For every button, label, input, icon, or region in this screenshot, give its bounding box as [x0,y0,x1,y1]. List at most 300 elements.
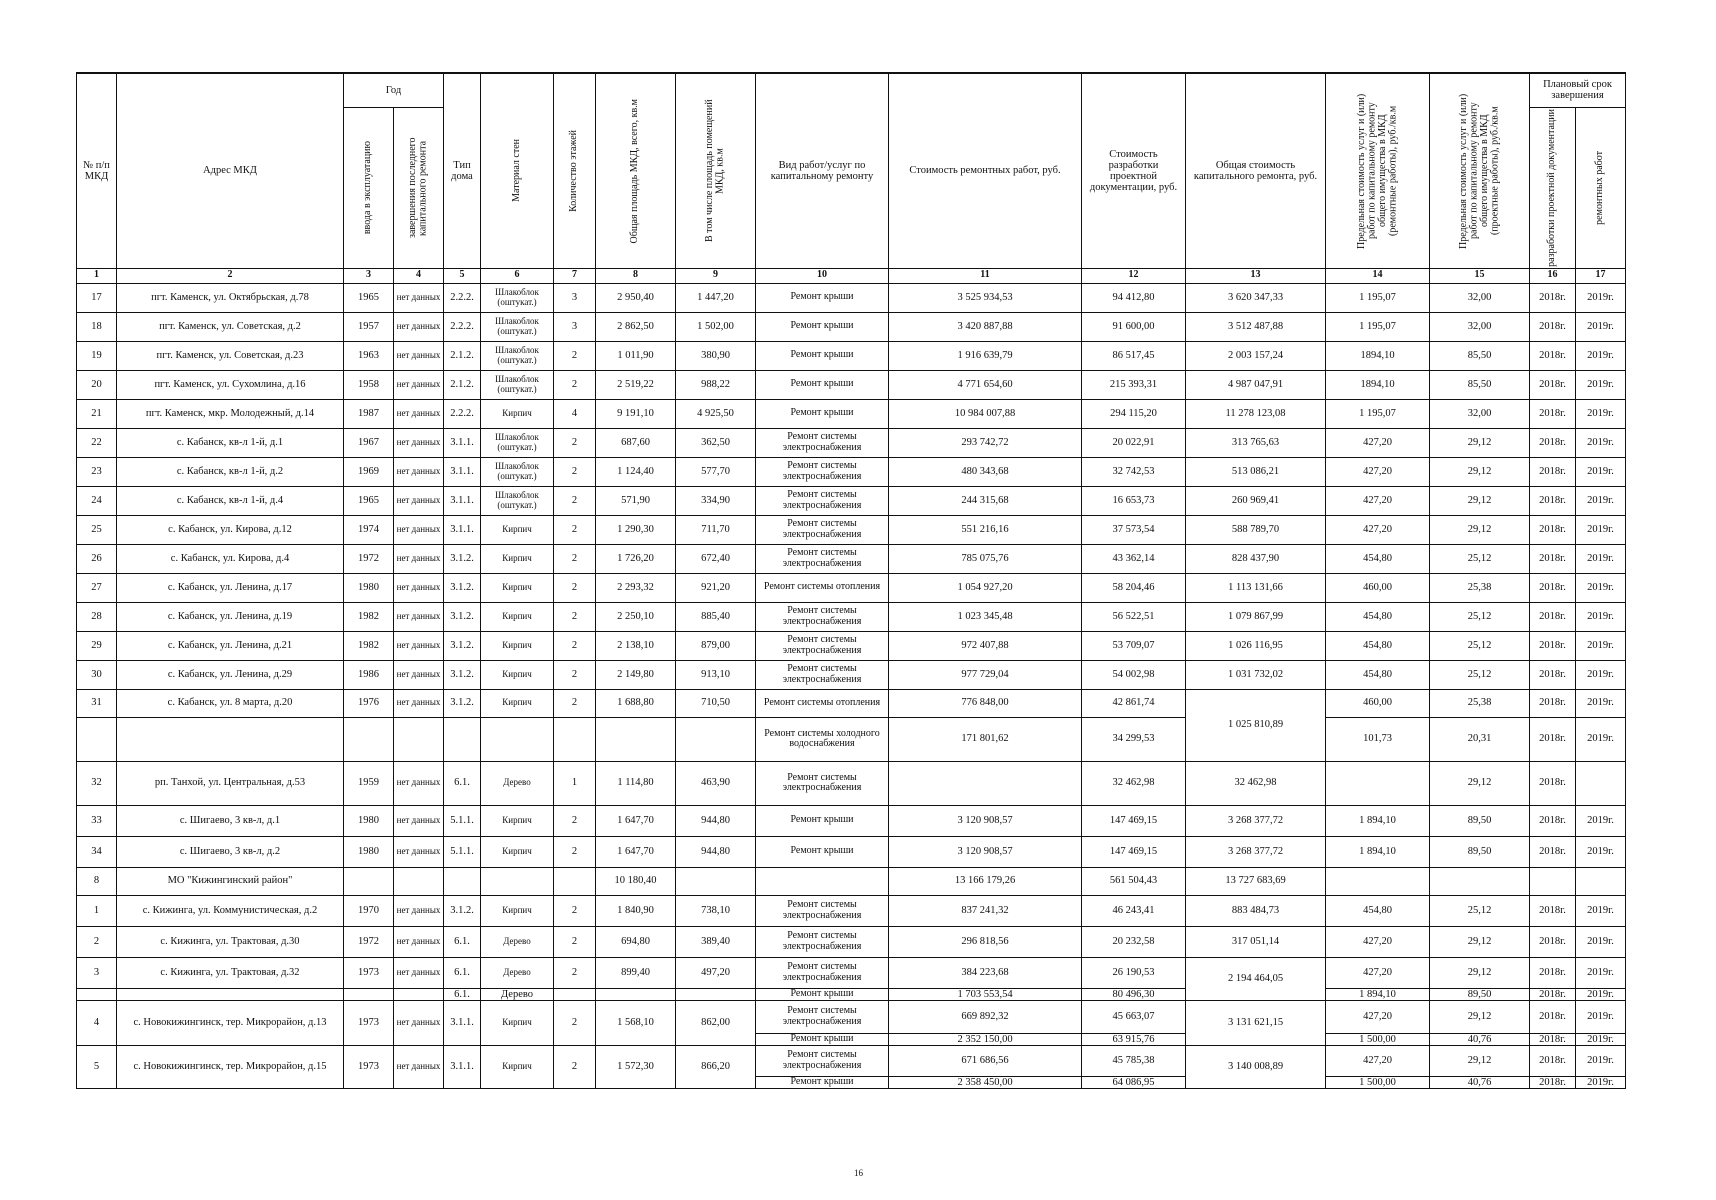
cell-area: 1 568,10 [596,1000,676,1045]
table-row [77,805,1626,836]
cell-work: Ремонт системы электроснабжения [756,926,889,957]
cell-c16: 2018г. [1530,805,1576,836]
cell-area: 2 293,32 [596,573,676,602]
cell-n: 18 [77,312,117,341]
cell-area2: 672,40 [676,544,756,573]
cell-c14: 1894,10 [1326,341,1430,370]
cell-wall: Кирпич [481,573,554,602]
cell-y1: 1959 [344,761,394,805]
cell-c11_b: 1 703 553,54 [889,988,1082,1000]
cell-type: 5.1.1. [444,836,481,867]
cell-c17_b: 2019г. [1576,1033,1626,1045]
cell-wall: Шлакоблок (оштукат.) [481,283,554,312]
cell-n: 22 [77,428,117,457]
cell-y1: 1980 [344,573,394,602]
cell-c15: 25,12 [1430,602,1530,631]
cell-area2: 738,10 [676,895,756,926]
cell-area2: 944,80 [676,836,756,867]
cell-wall_b: Дерево [481,988,554,1000]
cell-y2: нет данных [394,689,444,717]
cell-work: Ремонт системы электроснабжения [756,631,889,660]
cell-area: 2 250,10 [596,602,676,631]
cell-c16: 2018г. [1530,370,1576,399]
cell-type: 2.2.2. [444,399,481,428]
cell-type: 3.1.2. [444,573,481,602]
cell-area2: 362,50 [676,428,756,457]
cell-area2: 862,00 [676,1000,756,1045]
cell-wall: Кирпич [481,1045,554,1088]
cell-c14_a: 427,20 [1326,957,1430,988]
empty-cell [344,867,394,895]
column-number: 10 [756,268,889,283]
cell-area: 694,80 [596,926,676,957]
cell-c15_b: 40,76 [1430,1076,1530,1088]
cell-c12: 32 742,53 [1082,457,1186,486]
cell-n: 31 [77,689,117,717]
cell-c11: 972 407,88 [889,631,1082,660]
empty-cell [481,717,554,761]
cell-c16_a: 2018г. [1530,957,1576,988]
header-limit-repair: Предельная стоимость услуг и (или) работ по капитальному ремонту общего имущества в МКД (ремонтные работы), руб./кв.м [1326,73,1430,268]
cell-fl: 2 [554,957,596,988]
cell-c11: 3 420 887,88 [889,312,1082,341]
cell-c11: 293 742,72 [889,428,1082,457]
cell-addr: с. Кабанск, кв-л 1-й, д.4 [117,486,344,515]
cell-wall: Шлакоблок (оштукат.) [481,457,554,486]
cell-area: 1 726,20 [596,544,676,573]
cell-wall: Кирпич [481,836,554,867]
cell-work_a: Ремонт системы электроснабжения [756,1045,889,1076]
cell-c13: 3 268 377,72 [1186,836,1326,867]
cell-type: 6.1. [444,761,481,805]
cell-c11_a: 669 892,32 [889,1000,1082,1033]
cell-c14_a: 460,00 [1326,689,1430,717]
cell-y2: нет данных [394,836,444,867]
cell-y1: 1967 [344,428,394,457]
table-row [77,573,1626,602]
cell-type: 3.1.2. [444,689,481,717]
cell-type: 2.2.2. [444,283,481,312]
cell-c17: 2019г. [1576,573,1626,602]
cell-c14: 1 195,07 [1326,283,1430,312]
cell-fl: 2 [554,515,596,544]
cell-wall: Шлакоблок (оштукат.) [481,341,554,370]
cell-fl: 2 [554,544,596,573]
cell-work: Ремонт крыши [756,312,889,341]
cell-c15_a: 29,12 [1430,957,1530,988]
cell-c13: 2 194 464,05 [1186,957,1326,1000]
cell-c17: 2019г. [1576,457,1626,486]
cell-c13: 828 437,90 [1186,544,1326,573]
cell-c17: 2019г. [1576,660,1626,689]
cell-n: 23 [77,457,117,486]
cell-c14: 454,80 [1326,544,1430,573]
table-row [77,717,1626,761]
cell-y2: нет данных [394,895,444,926]
cell-addr: пгт. Каменск, мкр. Молодежный, д.14 [117,399,344,428]
cell-c12_b: 80 496,30 [1082,988,1186,1000]
cell-fl: 2 [554,428,596,457]
cell-c16: 2018г. [1530,836,1576,867]
cell-wall: Шлакоблок (оштукат.) [481,428,554,457]
empty-cell [481,867,554,895]
cell-c15: 25,12 [1430,895,1530,926]
table-row [77,631,1626,660]
cell-n: 3 [77,957,117,988]
cell-y2: нет данных [394,805,444,836]
cell-area2: 944,80 [676,805,756,836]
cell-c12: 56 522,51 [1082,602,1186,631]
cell-area: 1 124,40 [596,457,676,486]
cell-addr: с. Кабанск, ул. Кирова, д.12 [117,515,344,544]
cell-y2: нет данных [394,486,444,515]
cell-c15: 85,50 [1430,370,1530,399]
cell-y1: 1969 [344,457,394,486]
cell-n: 1 [77,895,117,926]
cell-y1: 1974 [344,515,394,544]
cell-c12: 43 362,14 [1082,544,1186,573]
cell-n: 20 [77,370,117,399]
cell-wall: Кирпич [481,515,554,544]
cell-c11: 837 241,32 [889,895,1082,926]
cell-c17: 2019г. [1576,428,1626,457]
header-address: Адрес МКД [117,73,344,268]
cell-c17: 2019г. [1576,283,1626,312]
cell-c15_a: 29,12 [1430,1000,1530,1033]
cell-work: Ремонт крыши [756,399,889,428]
cell-work: Ремонт системы электроснабжения [756,895,889,926]
cell-area: 10 180,40 [596,867,676,895]
cell-c14: 1 894,10 [1326,836,1430,867]
cell-n: 34 [77,836,117,867]
cell-c14: 460,00 [1326,573,1430,602]
cell-c14: 1 894,10 [1326,805,1430,836]
cell-area2: 988,22 [676,370,756,399]
cell-y2: нет данных [394,660,444,689]
cell-c17 [1576,761,1626,805]
cell-c11 [889,761,1082,805]
cell-c13: 32 462,98 [1186,761,1326,805]
cell-addr: с. Кижинга, ул. Трактовая, д.32 [117,957,344,988]
column-number: 17 [1576,268,1626,283]
empty-cell [596,717,676,761]
cell-area2: 334,90 [676,486,756,515]
cell-c12: 46 243,41 [1082,895,1186,926]
cell-fl: 2 [554,895,596,926]
table-row [77,428,1626,457]
cell-addr: пгт. Каменск, ул. Октябрьская, д.78 [117,283,344,312]
cell-c14: 1894,10 [1326,370,1430,399]
cell-work: Ремонт системы электроснабжения [756,457,889,486]
table-row [77,1000,1626,1033]
cell-area2: 463,90 [676,761,756,805]
cell-area2: 389,40 [676,926,756,957]
cell-y2: нет данных [394,515,444,544]
cell-wall: Кирпич [481,399,554,428]
cell-area: 2 519,22 [596,370,676,399]
cell-n: 32 [77,761,117,805]
cell-c15: 25,12 [1430,631,1530,660]
cell-c11: 3 525 934,53 [889,283,1082,312]
header-year-last-repair: завершения последнего капитального ремонта [394,107,444,268]
empty-cell [344,717,394,761]
cell-c16: 2018г. [1530,312,1576,341]
cell-addr: с. Шигаево, 3 кв-л, д.2 [117,836,344,867]
cell-c16: 2018г. [1530,457,1576,486]
cell-fl: 4 [554,399,596,428]
header-total-area: Общая площадь МКД, всего, кв.м [596,73,676,268]
cell-c14: 427,20 [1326,428,1430,457]
cell-fl: 2 [554,660,596,689]
cell-addr: пгт. Каменск, ул. Советская, д.23 [117,341,344,370]
table-row [77,312,1626,341]
cell-c14: 454,80 [1326,660,1430,689]
cell-c16_a: 2018г. [1530,1000,1576,1033]
cell-c16: 2018г. [1530,341,1576,370]
cell-area2: 1 502,00 [676,312,756,341]
cell-c12: 91 600,00 [1082,312,1186,341]
cell-c12: 294 115,20 [1082,399,1186,428]
cell-c12: 32 462,98 [1082,761,1186,805]
cell-c11: 480 343,68 [889,457,1082,486]
cell-c13: 13 727 683,69 [1186,867,1326,895]
cell-c11_a: 671 686,56 [889,1045,1082,1076]
cell-y1: 1972 [344,926,394,957]
cell-c17_a: 2019г. [1576,689,1626,717]
cell-area: 1 011,90 [596,341,676,370]
header-deadline-group: Плановый срок завершения [1530,73,1626,107]
cell-c15: 89,50 [1430,805,1530,836]
cell-work: Ремонт системы электроснабжения [756,544,889,573]
cell-c17_b: 2019г. [1576,1076,1626,1088]
cell-addr: с. Кабанск, ул. Ленина, д.19 [117,602,344,631]
cell-c11: 3 120 908,57 [889,805,1082,836]
cell-wall: Шлакоблок (оштукат.) [481,486,554,515]
cell-type: 3.1.2. [444,544,481,573]
empty-cell [117,717,344,761]
cell-c13: 317 051,14 [1186,926,1326,957]
capital-repair-table [76,72,1626,1089]
column-number: 7 [554,268,596,283]
column-number: 9 [676,268,756,283]
cell-area: 1 840,90 [596,895,676,926]
cell-y1: 1958 [344,370,394,399]
cell-c14: 454,80 [1326,602,1430,631]
empty-cell [596,988,676,1000]
cell-c14: 454,80 [1326,631,1430,660]
cell-n: 21 [77,399,117,428]
cell-type: 3.1.2. [444,895,481,926]
cell-n: 4 [77,1000,117,1045]
cell-c16: 2018г. [1530,399,1576,428]
cell-y1: 1970 [344,895,394,926]
cell-c16_b: 2018г. [1530,1033,1576,1045]
cell-fl: 2 [554,573,596,602]
column-number: 2 [117,268,344,283]
header-row-number: № п/п МКД [77,73,117,268]
cell-fl: 1 [554,761,596,805]
column-number-row [77,268,1626,283]
cell-wall: Кирпич [481,602,554,631]
cell-wall: Кирпич [481,660,554,689]
cell-fl: 2 [554,689,596,717]
table-row [77,486,1626,515]
cell-y2: нет данных [394,370,444,399]
cell-c17: 2019г. [1576,836,1626,867]
cell-c11_a: 776 848,00 [889,689,1082,717]
cell-work_b: Ремонт крыши [756,1076,889,1088]
cell-c13: 3 620 347,33 [1186,283,1326,312]
empty-cell [1326,867,1430,895]
cell-area: 2 149,80 [596,660,676,689]
cell-type: 2.1.2. [444,341,481,370]
cell-y2: нет данных [394,602,444,631]
cell-n: 24 [77,486,117,515]
cell-c13: 11 278 123,08 [1186,399,1326,428]
cell-c16_a: 2018г. [1530,689,1576,717]
cell-fl: 2 [554,1000,596,1045]
cell-y2: нет данных [394,1000,444,1045]
cell-addr: с. Кабанск, кв-л 1-й, д.2 [117,457,344,486]
cell-c11_b: 2 358 450,00 [889,1076,1082,1088]
cell-c15: 25,38 [1430,573,1530,602]
table-row [77,761,1626,805]
empty-cell [554,867,596,895]
cell-n: 25 [77,515,117,544]
cell-y2: нет данных [394,926,444,957]
cell-wall: Кирпич [481,631,554,660]
cell-c11: 244 315,68 [889,486,1082,515]
empty-cell [77,717,117,761]
cell-addr: с. Кабанск, ул. Кирова, д.4 [117,544,344,573]
cell-c13: 1 025 810,89 [1186,689,1326,761]
cell-y2: нет данных [394,457,444,486]
cell-c17: 2019г. [1576,631,1626,660]
cell-c11: 1 023 345,48 [889,602,1082,631]
cell-fl: 2 [554,370,596,399]
column-number: 6 [481,268,554,283]
cell-type: 3.1.1. [444,1045,481,1088]
table-row [77,370,1626,399]
cell-addr: с. Новокижингинск, тер. Микрорайон, д.15 [117,1045,344,1088]
cell-c16: 2018г. [1530,486,1576,515]
cell-fl: 3 [554,283,596,312]
cell-y2: нет данных [394,399,444,428]
cell-c15: 32,00 [1430,312,1530,341]
cell-y1: 1980 [344,836,394,867]
cell-c13: 588 789,70 [1186,515,1326,544]
cell-c13: 313 765,63 [1186,428,1326,457]
cell-c15: 29,12 [1430,486,1530,515]
cell-area: 1 290,30 [596,515,676,544]
cell-c12: 53 709,07 [1082,631,1186,660]
cell-c12_a: 45 785,38 [1082,1045,1186,1076]
cell-c11: 1 054 927,20 [889,573,1082,602]
cell-type: 3.1.1. [444,1000,481,1045]
empty-cell [554,717,596,761]
cell-c14: 454,80 [1326,895,1430,926]
cell-c12: 86 517,45 [1082,341,1186,370]
cell-c12: 147 469,15 [1082,805,1186,836]
cell-c15_b: 40,76 [1430,1033,1530,1045]
cell-c14: 427,20 [1326,457,1430,486]
cell-area: 687,60 [596,428,676,457]
cell-c13: 260 969,41 [1186,486,1326,515]
header-deadline-design: разработки проектной документации [1530,107,1576,268]
cell-type: 5.1.1. [444,805,481,836]
cell-work: Ремонт системы электроснабжения [756,761,889,805]
cell-wall: Шлакоблок (оштукат.) [481,370,554,399]
cell-c15: 25,12 [1430,544,1530,573]
cell-addr: с. Кижинга, ул. Коммунистическая, д.2 [117,895,344,926]
cell-work: Ремонт системы электроснабжения [756,486,889,515]
cell-c16: 2018г. [1530,761,1576,805]
cell-c12: 20 232,58 [1082,926,1186,957]
cell-addr: пгт. Каменск, ул. Советская, д.2 [117,312,344,341]
empty-cell [394,717,444,761]
cell-wall: Дерево [481,761,554,805]
empty-cell [676,717,756,761]
cell-y1: 1973 [344,1000,394,1045]
cell-y2: нет данных [394,283,444,312]
cell-c15: 89,50 [1430,836,1530,867]
empty-cell [1576,867,1626,895]
header-deadline-repair: ремонтных работ [1576,107,1626,268]
cell-c13: 1 026 116,95 [1186,631,1326,660]
empty-cell [676,988,756,1000]
cell-type: 3.1.1. [444,515,481,544]
cell-n: 30 [77,660,117,689]
cell-c14 [1326,761,1430,805]
empty-cell [117,988,344,1000]
cell-c14_b: 1 500,00 [1326,1033,1430,1045]
cell-c17: 2019г. [1576,544,1626,573]
cell-c12_a: 42 861,74 [1082,689,1186,717]
cell-area2: 4 925,50 [676,399,756,428]
empty-cell [554,988,596,1000]
table-row [77,836,1626,867]
cell-c17: 2019г. [1576,926,1626,957]
table-row [77,341,1626,370]
cell-c17_a: 2019г. [1576,1045,1626,1076]
empty-cell [394,867,444,895]
empty-cell [1530,867,1576,895]
table-row [77,689,1626,717]
cell-work: Ремонт крыши [756,836,889,867]
cell-work: Ремонт системы электроснабжения [756,602,889,631]
cell-area: 571,90 [596,486,676,515]
cell-area: 2 862,50 [596,312,676,341]
cell-c13: 3 140 008,89 [1186,1045,1326,1088]
cell-fl: 2 [554,486,596,515]
cell-area2: 866,20 [676,1045,756,1088]
cell-c12_b: 63 915,76 [1082,1033,1186,1045]
cell-area2: 879,00 [676,631,756,660]
cell-c12_a: 26 190,53 [1082,957,1186,988]
column-number: 3 [344,268,394,283]
cell-y1: 1973 [344,1045,394,1088]
cell-fl: 2 [554,1045,596,1088]
cell-c16: 2018г. [1530,602,1576,631]
cell-area: 9 191,10 [596,399,676,428]
cell-c13: 3 268 377,72 [1186,805,1326,836]
cell-c11: 551 216,16 [889,515,1082,544]
cell-type: 3.1.2. [444,602,481,631]
cell-c15: 32,00 [1430,283,1530,312]
cell-c17_a: 2019г. [1576,1000,1626,1033]
cell-area2: 711,70 [676,515,756,544]
cell-n: 8 [77,867,117,895]
